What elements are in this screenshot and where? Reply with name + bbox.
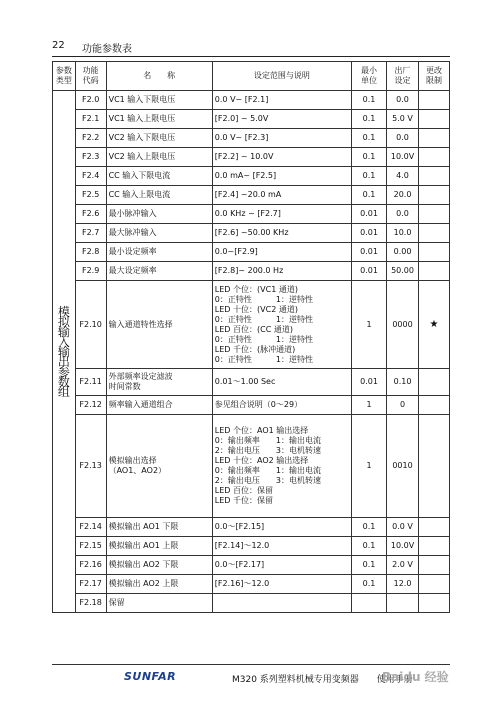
param-range-line: 2：输出电压 3：电机转速 — [214, 446, 321, 455]
category-char: 模 — [57, 304, 70, 319]
sunfar-logo: SUNFAR — [124, 670, 177, 683]
param-default: 0 — [387, 396, 419, 415]
param-code: F2.14 — [75, 518, 106, 537]
param-range-line: 参见组合说明（0～29） — [214, 400, 303, 409]
param-name — [106, 369, 212, 396]
param-name — [106, 148, 212, 167]
param-name-line: 最小脉冲输入 — [108, 209, 157, 218]
table-row — [53, 129, 450, 148]
param-default: 10.0 — [387, 224, 419, 243]
param-name-line: VC1 输入下限电压 — [108, 95, 176, 104]
col-header-category: 参数 类型 — [53, 62, 76, 91]
param-min-unit: 1 — [352, 415, 387, 518]
param-range-line: LED 十位：(VC2 通道) — [214, 304, 298, 314]
table-row — [53, 167, 450, 186]
param-name-line: 最小设定频率 — [108, 247, 157, 256]
category-char: 入 — [57, 334, 70, 349]
baidu-watermark: Baidu 经验 — [382, 670, 449, 684]
param-name-line: 保留 — [108, 598, 125, 607]
param-range — [212, 243, 351, 262]
page-footer — [52, 664, 450, 686]
param-name-line: VC2 输入上限电压 — [108, 152, 176, 161]
table-row — [53, 224, 450, 243]
param-name — [106, 594, 212, 613]
header-rule — [52, 56, 450, 57]
param-change-limit — [419, 415, 450, 518]
param-min-unit: 0.01 — [352, 205, 387, 224]
table-row — [53, 91, 450, 110]
param-range — [212, 205, 351, 224]
param-code: F2.2 — [75, 129, 106, 148]
param-name-line: 频率输入通道组合 — [108, 400, 173, 409]
param-code: F2.17 — [75, 575, 106, 594]
param-default: 12.0 — [387, 575, 419, 594]
param-code: F2.13 — [75, 415, 106, 518]
param-name-line: 模拟输出选择 — [108, 456, 157, 465]
table-row — [53, 556, 450, 575]
param-code: F2.16 — [75, 556, 106, 575]
param-code: F2.11 — [75, 369, 106, 396]
param-range — [212, 575, 351, 594]
param-name — [106, 281, 212, 369]
param-name — [106, 396, 212, 415]
param-range-line: 0：正特性 1：逆特性 — [214, 294, 313, 304]
param-name — [106, 556, 212, 575]
param-range-line: LED 千位：保留 — [214, 496, 274, 505]
param-min-unit: 0.1 — [352, 556, 387, 575]
param-min-unit: 1 — [352, 396, 387, 415]
param-min-unit: 0.1 — [352, 518, 387, 537]
param-range — [212, 369, 351, 396]
param-default: 0010 — [387, 415, 419, 518]
param-code: F2.15 — [75, 537, 106, 556]
param-change-limit — [419, 594, 450, 613]
param-change-limit: ★ — [419, 281, 450, 369]
param-name-line: 模拟输出 AO2 下限 — [108, 560, 179, 569]
param-min-unit: 0.01 — [352, 243, 387, 262]
param-name — [106, 243, 212, 262]
param-range-line: LED 千位：(脉冲通道) — [214, 344, 296, 354]
col-header-unit: 最小 单位 — [352, 62, 387, 91]
param-range — [212, 556, 351, 575]
param-range — [212, 518, 351, 537]
param-code: F2.7 — [75, 224, 106, 243]
category-char: 输 — [57, 324, 70, 339]
param-code: F2.4 — [75, 167, 106, 186]
param-range — [212, 167, 351, 186]
section-title: 功能参数表 — [82, 44, 132, 55]
category-char: 参 — [57, 364, 70, 379]
param-min-unit: 0.01 — [352, 369, 387, 396]
param-range — [212, 262, 351, 281]
param-name — [106, 205, 212, 224]
param-min-unit: 0.1 — [352, 91, 387, 110]
param-change-limit — [419, 243, 450, 262]
table-row — [53, 243, 450, 262]
param-default: 0000 — [387, 281, 419, 369]
param-name — [106, 415, 212, 518]
param-code: F2.8 — [75, 243, 106, 262]
param-default: 10.0V — [387, 537, 419, 556]
param-min-unit: 0.1 — [352, 575, 387, 594]
param-range-line: 0.0 mA~ [F2.5] — [214, 171, 277, 180]
page-number: 22 — [52, 40, 65, 51]
param-name — [106, 110, 212, 129]
param-change-limit — [419, 205, 450, 224]
param-range — [212, 91, 351, 110]
param-range-line: [F2.8]~ 200.0 Hz — [214, 266, 284, 275]
param-range-line: 0：正特性 1：逆特性 — [214, 354, 313, 364]
param-range-line: [F2.4] ~20.0 mA — [214, 190, 282, 199]
param-change-limit — [419, 186, 450, 205]
param-code: F2.6 — [75, 205, 106, 224]
param-default: 0.0 V — [387, 518, 419, 537]
category-char: 组 — [57, 384, 70, 399]
param-default: 0.0 — [387, 91, 419, 110]
param-range-line: 0：正特性 1：逆特性 — [214, 314, 313, 324]
param-name-line: 最大设定频率 — [108, 266, 157, 275]
param-range-line: 0.0~[F2.9] — [214, 247, 258, 256]
param-min-unit: 0.1 — [352, 148, 387, 167]
param-min-unit: 0.1 — [352, 167, 387, 186]
param-range — [212, 148, 351, 167]
param-change-limit — [419, 556, 450, 575]
param-change-limit — [419, 396, 450, 415]
param-name — [106, 167, 212, 186]
param-min-unit: 0.1 — [352, 110, 387, 129]
param-name-line: VC2 输入下限电压 — [108, 133, 176, 142]
table-row — [53, 110, 450, 129]
param-change-limit — [419, 148, 450, 167]
param-name-line: CC 输入下限电流 — [108, 171, 171, 180]
param-range — [212, 415, 351, 518]
param-range-line: [F2.14]～12.0 — [214, 541, 270, 550]
param-range-line: 0.0 V~ [F2.3] — [214, 133, 269, 142]
param-name — [106, 129, 212, 148]
param-range-line: LED 十位：AO2 输出选择 — [214, 456, 309, 465]
param-range-line: LED 个位：AO1 输出选择 — [214, 426, 309, 435]
param-name-line: （AO1、AO2） — [108, 466, 167, 475]
param-default: 0.00 — [387, 243, 419, 262]
param-default: 0.0 — [387, 129, 419, 148]
category-cell — [53, 91, 76, 613]
param-default: 2.0 V — [387, 556, 419, 575]
param-range-line: 2：输出电压 3：电机转速 — [214, 476, 321, 485]
category-char: 出 — [57, 354, 70, 369]
param-name-line: 输入通道特性选择 — [108, 319, 173, 329]
param-default: 4.0 — [387, 167, 419, 186]
table-row — [53, 369, 450, 396]
param-range-line: 0：正特性 1：逆特性 — [214, 334, 313, 344]
param-default: 0.0 — [387, 205, 419, 224]
param-range-line: [F2.0] ~ 5.0V — [214, 114, 269, 123]
table-row — [53, 205, 450, 224]
param-range — [212, 129, 351, 148]
table-row — [53, 575, 450, 594]
col-header-range: 设定范围与说明 — [212, 62, 351, 91]
param-min-unit: 0.1 — [352, 129, 387, 148]
param-range-line: 0.0～[F2.17] — [214, 560, 265, 569]
param-name-line: 模拟输出 AO1 下限 — [108, 522, 179, 531]
param-range — [212, 281, 351, 369]
param-range-line: [F2.2] ~ 10.0V — [214, 152, 274, 161]
col-header-name: 名 称 — [106, 62, 212, 91]
parameter-table — [52, 61, 450, 613]
param-name-line: VC1 输入上限电压 — [108, 114, 176, 123]
param-change-limit — [419, 110, 450, 129]
param-range-line: [F2.6] ~50.00 KHz — [214, 228, 289, 237]
table-row — [53, 396, 450, 415]
category-char: 拟 — [57, 314, 70, 329]
param-range-line: [F2.16]～12.0 — [214, 579, 270, 588]
param-range-line: 0.01～1.00 Sec — [214, 377, 276, 386]
table-row — [53, 594, 450, 613]
table-row — [53, 281, 450, 369]
param-range — [212, 396, 351, 415]
document-title: M320 系列塑料机械专用变频器 使用手册 — [232, 675, 413, 685]
param-change-limit — [419, 224, 450, 243]
table-row — [53, 518, 450, 537]
param-name — [106, 262, 212, 281]
param-min-unit: 0.1 — [352, 537, 387, 556]
param-name-line: 最大脉冲输入 — [108, 228, 157, 237]
param-range — [212, 594, 351, 613]
param-default: 5.0 V — [387, 110, 419, 129]
param-range-line: LED 百位：保留 — [214, 486, 274, 495]
param-code: F2.10 — [75, 281, 106, 369]
param-name — [106, 575, 212, 594]
table-row — [53, 537, 450, 556]
category-char: 输 — [57, 344, 70, 359]
param-range-line: 0：输出频率 1：输出电流 — [214, 436, 321, 445]
table-row — [53, 186, 450, 205]
param-min-unit: 0.01 — [352, 262, 387, 281]
col-header-default: 出厂 设定 — [387, 62, 419, 91]
param-min-unit — [352, 594, 387, 613]
param-default: 50.00 — [387, 262, 419, 281]
table-row — [53, 148, 450, 167]
param-change-limit — [419, 575, 450, 594]
footer-rule — [52, 664, 450, 665]
param-name-line: CC 输入上限电流 — [108, 190, 171, 199]
param-range-line: 0.0 KHz ~ [F2.7] — [214, 209, 281, 218]
param-min-unit: 0.1 — [352, 186, 387, 205]
param-code: F2.18 — [75, 594, 106, 613]
param-change-limit — [419, 262, 450, 281]
param-default — [387, 594, 419, 613]
param-name — [106, 537, 212, 556]
param-min-unit: 1 — [352, 281, 387, 369]
param-name — [106, 186, 212, 205]
param-code: F2.9 — [75, 262, 106, 281]
param-code: F2.1 — [75, 110, 106, 129]
col-header-change: 更改 限制 — [419, 62, 450, 91]
param-name-line: 时间常数 — [108, 382, 141, 391]
param-code: F2.0 — [75, 91, 106, 110]
param-change-limit — [419, 518, 450, 537]
param-default: 10.0V — [387, 148, 419, 167]
param-name — [106, 224, 212, 243]
param-code: F2.12 — [75, 396, 106, 415]
param-range — [212, 186, 351, 205]
param-name-line: 模拟输出 AO1 上限 — [108, 541, 179, 550]
param-range-line: 0：输出频率 1：输出电流 — [214, 466, 321, 475]
param-change-limit — [419, 537, 450, 556]
param-range-line: LED 百位：(CC 通道) — [214, 324, 293, 334]
param-default: 20.0 — [387, 186, 419, 205]
param-change-limit — [419, 167, 450, 186]
table-header-row — [53, 62, 450, 91]
param-range — [212, 224, 351, 243]
param-default: 0.10 — [387, 369, 419, 396]
param-code: F2.5 — [75, 186, 106, 205]
param-name — [106, 91, 212, 110]
category-char: 数 — [57, 374, 70, 389]
param-range — [212, 537, 351, 556]
param-range-line: 0.0 V~ [F2.1] — [214, 95, 269, 104]
table-row — [53, 262, 450, 281]
param-name-line: 外部频率设定滤波 — [108, 372, 173, 381]
param-code: F2.3 — [75, 148, 106, 167]
param-change-limit — [419, 369, 450, 396]
param-change-limit — [419, 129, 450, 148]
param-range — [212, 110, 351, 129]
param-name-line: 模拟输出 AO2 上限 — [108, 579, 179, 588]
param-range-line: 0.0～[F2.15] — [214, 522, 265, 531]
table-body — [53, 91, 450, 613]
param-change-limit — [419, 91, 450, 110]
param-range-line: LED 个位：(VC1 通道) — [214, 284, 298, 294]
col-header-code: 功能 代码 — [75, 62, 106, 91]
table-row — [53, 415, 450, 518]
param-name — [106, 518, 212, 537]
page-header — [52, 38, 452, 56]
param-min-unit: 0.01 — [352, 224, 387, 243]
